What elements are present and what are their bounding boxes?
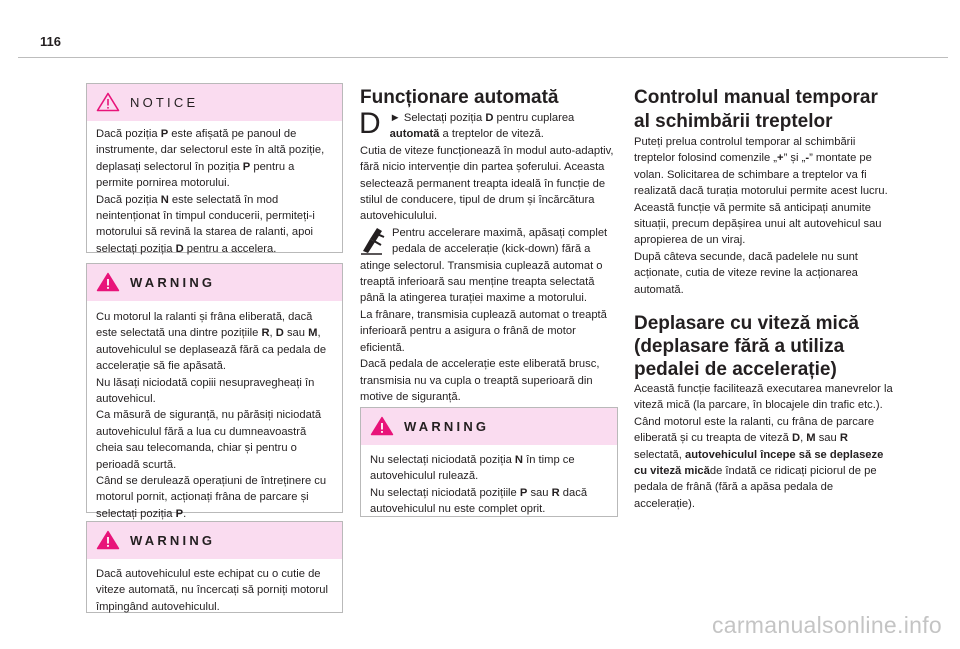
warning-title-3: WARNING bbox=[404, 419, 490, 434]
warning-triangle-icon bbox=[96, 272, 120, 292]
paragraph: Această funcție facilitează executarea manevrelor la viteză mică (la parcare, în blocajele din trafic etc.). bbox=[634, 383, 893, 412]
warning-body-1 bbox=[87, 301, 342, 531]
notice-box bbox=[86, 83, 343, 253]
notice-body bbox=[87, 121, 342, 266]
warning-title-2: WARNING bbox=[130, 533, 216, 548]
warning-body-2 bbox=[87, 559, 342, 624]
header-rule bbox=[18, 57, 948, 58]
paragraph: Dacă poziția P este afișată pe panoul de instrumente, dar selectorul este în altă poziție, deplasați selectorul în poziția P pentru a permite pornirea motorului. bbox=[96, 128, 325, 190]
warning-triangle-icon bbox=[96, 530, 120, 550]
paragraph: Dacă autovehiculul este echipat cu o cutie de viteze automată, nu încercați să porniți motorul împingând autovehiculul. bbox=[96, 568, 328, 613]
paragraph: Puteți prelua controlul temporar al schimbării treptelor folosind comenzile „+” și „-” montate pe volan. Solicitarea de schimbare a treptelor va fi realizată dacă turația motorului permite acest lucru. bbox=[634, 136, 888, 198]
warning-triangle-icon bbox=[370, 416, 394, 436]
paragraph: Ca măsură de siguranță, nu părăsiți niciodată autovehiculul fără a lua cu dumneavoastră cheia sau telecomanda, chiar și pentru o perioadă scurtă. bbox=[96, 409, 322, 471]
braking-text: La frânare, transmisia cuplează automat o treaptă inferioară pentru a asigura o frână de motor eficientă. bbox=[360, 308, 607, 354]
foot-pedal-icon bbox=[360, 225, 386, 255]
low-speed-text bbox=[634, 381, 896, 512]
paragraph: Nu lăsați niciodată copiii nesupravegheați în autovehicul. bbox=[96, 376, 315, 406]
select-d-item: ► Selectați poziția D pentru cuplarea automată a treptelor de viteză. bbox=[389, 112, 575, 141]
heading-manual-control bbox=[634, 86, 904, 134]
warning-header-1 bbox=[87, 264, 342, 301]
paragraph: Nu selectați niciodată poziția N în timp ce autovehiculul rulează. bbox=[370, 454, 575, 483]
release-text: Dacă pedala de accelerație este eliberată brusc, transmisia nu va cupla o treaptă superioară din motive de siguranță. bbox=[360, 358, 600, 403]
paragraph: Această funcție vă permite să anticipați anumite situații, precum depășirea unui alt autovehicul sau apropierea de un viraj. bbox=[634, 201, 882, 247]
warning-title-1: WARNING bbox=[130, 275, 216, 290]
notice-title: NOTICE bbox=[130, 95, 199, 110]
gear-d-icon: D bbox=[359, 107, 381, 140]
watermark: carmanualsonline.info bbox=[711, 612, 942, 638]
warning-box-1 bbox=[86, 263, 343, 520]
heading-low-speed-line1: Deplasare cu viteză mică bbox=[634, 313, 859, 334]
heading-automatic-operation: Funcționare automată bbox=[360, 87, 559, 108]
auto-adaptive-text: Cutia de viteze funcționează în modul auto-adaptiv, fără nicio intervenție din partea șoferului. Aceasta selectează permanent treapta ideală în funcție de stilul de conducere, tipul de drum și încărcătura autovehiculului. bbox=[360, 144, 614, 223]
warning-header-3 bbox=[361, 408, 617, 445]
warning-header-2 bbox=[87, 522, 342, 559]
warning-triangle-icon bbox=[96, 92, 120, 112]
warning-box-2 bbox=[86, 521, 343, 613]
automatic-operation-text bbox=[359, 107, 618, 405]
paragraph: Când se derulează operațiuni de întreținere cu motorul pornit, acționați frâna de parcare și selectați poziția P. bbox=[96, 475, 327, 520]
paragraph: Nu selectați niciodată pozițiile P sau R dacă autovehiculul nu este complet oprit. bbox=[370, 486, 588, 516]
page-number: 116 bbox=[40, 34, 61, 49]
heading-low-speed-line2: (deplasare fără a utiliza bbox=[634, 336, 845, 357]
paragraph: După câteva secunde, dacă padelele nu sunt acționate, cutia de viteze revine la acționarea automată. bbox=[634, 250, 858, 296]
kickdown-text: Pentru accelerare maximă, apăsați complet pedala de accelerație (kick-down) fără a atinge selectorul. Transmisia cuplează automat o treaptă inferioară sau menține treapta selectată până la atingerea turației maxime a motorului. bbox=[360, 226, 608, 305]
paragraph: Dacă poziția N este selectată în mod neintenționat în timpul conducerii, permiteți-i motorului să revină la starea de ralanti, apoi selectați poziția D pentru a accelera. bbox=[96, 193, 315, 255]
paragraph: Cu motorul la ralanti și frâna eliberată, dacă este selectată una dintre pozițiile R, D sau M, autovehiculul se deplasează fără ca pedala de accelerație să fie apăsată. bbox=[96, 311, 327, 373]
heading-low-speed-line3: pedalei de accelerație) bbox=[634, 359, 837, 380]
paragraph: Când motorul este la ralanti, cu frâna de parcare eliberată și cu treapta de viteză D, M sau R selectată, autovehiculul începe să se deplaseze cu viteză micăde îndată ce ridicați piciorul de pe pedala de frână (fără a apăsa pedala de accelerație). bbox=[634, 415, 884, 510]
warning-box-3 bbox=[360, 407, 618, 517]
heading-low-speed bbox=[634, 312, 904, 381]
notice-header bbox=[87, 84, 342, 121]
warning-body-3 bbox=[361, 445, 617, 527]
manual-control-text bbox=[634, 134, 896, 298]
heading-manual-control-line1: Controlul manual temporar bbox=[634, 87, 878, 108]
heading-manual-control-line2: al schimbării treptelor bbox=[634, 111, 833, 132]
